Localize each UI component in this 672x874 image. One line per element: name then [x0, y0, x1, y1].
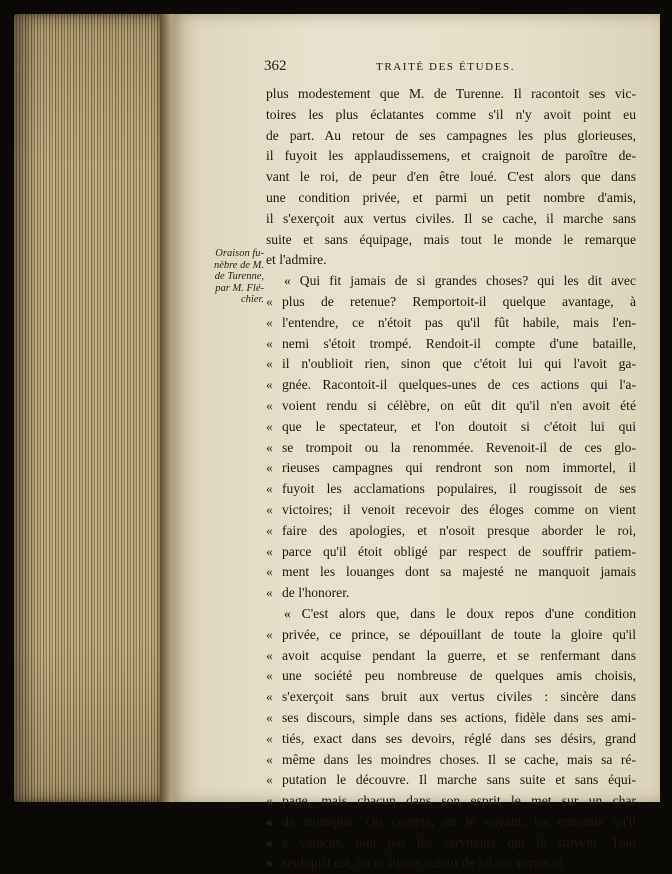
- quote-mark: «: [266, 460, 273, 476]
- text-line-content: plus modestement que M. de Turenne. Il racontoit ses vic-: [266, 86, 636, 101]
- text-line-content: l'entendre, ce n'étoit pas qu'il fût habile, mais l'en-: [282, 314, 636, 330]
- margin-note-line: par M. Flé-: [215, 282, 264, 294]
- margin-note-line: chier.: [240, 294, 264, 305]
- text-line-content: ment les louanges dont sa majesté ne manquoit jamais: [282, 564, 636, 580]
- text-line-content: avoit acquise pendant la guerre, et se renfermant dans: [282, 647, 636, 663]
- quote-mark: «: [266, 356, 273, 372]
- text-line: [266, 105, 636, 126]
- quote-mark: «: [266, 793, 273, 809]
- running-title: TRAITÉ DES ÉTUDES.: [376, 61, 516, 73]
- text-line: [266, 458, 636, 479]
- quote-mark: «: [266, 314, 273, 330]
- margin-note: [196, 248, 264, 306]
- text-line: [266, 750, 636, 771]
- quote-mark: «: [266, 439, 273, 455]
- text-line-content: nemi s'étoit trompé. Rendoit-il compte d'une bataille,: [282, 335, 636, 351]
- text-line: [266, 853, 636, 874]
- text-line-content: seul qu'il est, on se figure autour de lui ses vertus et: [282, 855, 563, 871]
- quote-mark: «: [266, 377, 273, 393]
- text-line: [266, 666, 636, 687]
- quote-mark: «: [266, 689, 273, 705]
- text-line-content: et l'admire.: [266, 252, 327, 268]
- text-line: [266, 167, 636, 188]
- text-line: [266, 833, 636, 854]
- quote-mark: «: [266, 335, 273, 351]
- quote-mark: «: [266, 293, 273, 309]
- text-line: [266, 625, 636, 646]
- text-line: [266, 604, 636, 625]
- text-line: [266, 812, 636, 833]
- text-line: [266, 438, 636, 459]
- text-line: [266, 334, 636, 355]
- text-line-content: victoires; il venoit recevoir des éloges comme on vient: [282, 501, 636, 517]
- text-line: [266, 188, 636, 209]
- page-body-text: [266, 84, 636, 874]
- text-line-content: faire des apologies, et n'osoit presque aborder le roi,: [282, 522, 636, 538]
- text-line: [266, 313, 636, 334]
- text-line: [266, 770, 636, 791]
- text-line-content: voient rendu si célèbre, on eût dit qu'il n'en avoit été: [282, 397, 636, 413]
- quote-mark: «: [266, 418, 273, 434]
- text-line: [266, 521, 636, 542]
- quote-mark: «: [266, 585, 273, 601]
- quote-mark: «: [266, 751, 273, 767]
- text-line: [266, 646, 636, 667]
- scan-border: [660, 8, 672, 812]
- quote-mark: «: [266, 668, 273, 684]
- text-line: [266, 417, 636, 438]
- text-line-content: une condition privée, et parmi un petit nombre d'amis,: [266, 189, 636, 205]
- text-line-content: suite et sans équipage, mais tout le monde le remarque: [266, 231, 636, 247]
- quote-mark: «: [266, 647, 273, 663]
- quote-mark: «: [266, 626, 273, 642]
- quote-mark: «: [266, 834, 273, 850]
- text-line-content: putation le découvre. Il marche sans suite et sans équi-: [282, 772, 636, 788]
- text-line: [266, 271, 636, 292]
- text-line-content: même dans les moindres choses. Il se cache, mais sa ré-: [282, 751, 636, 767]
- margin-note-line: de Turenne,: [214, 271, 264, 282]
- quote-mark: «: [266, 522, 273, 538]
- running-head: [264, 58, 624, 80]
- quote-mark: «: [266, 481, 273, 497]
- text-line-content: de l'honorer.: [282, 585, 350, 601]
- text-line-content: a vaincus, non pas les serviteurs qui le suivent. Tout: [282, 834, 636, 850]
- quote-mark: «: [266, 397, 273, 413]
- text-line: [266, 583, 636, 604]
- text-line-content: gnée. Racontoit-il quelques-unes de ces actions qui l'a-: [282, 377, 636, 393]
- text-line: [266, 542, 636, 563]
- text-line-content: « C'est alors que, dans le doux repos d'une condition: [284, 605, 636, 621]
- page-block-edges: [14, 14, 164, 802]
- quote-mark: «: [266, 813, 273, 829]
- text-line: [266, 791, 636, 812]
- text-line: [266, 354, 636, 375]
- page-number: 362: [264, 58, 287, 74]
- text-line-content: de part. Au retour de ses campagnes les plus glorieuses,: [266, 127, 636, 143]
- text-line-content: s'exerçoit sans bruit aux vertus civiles : sincère dans: [282, 689, 636, 705]
- text-line-content: tiés, exact dans ses devoirs, réglé dans ses désirs, grand: [282, 730, 636, 746]
- text-line: [266, 126, 636, 147]
- text-line-content: toires les plus éclatantes comme s'il n'y avoit point eu: [266, 106, 636, 122]
- text-line: [266, 230, 636, 251]
- text-line-content: plus de retenue? Remportoit-il quelque avantage, à: [282, 293, 636, 309]
- text-line-content: page, mais chacun dans son esprit le met sur un char: [282, 793, 636, 809]
- text-line: [266, 479, 636, 500]
- text-line-content: fuyoit les acclamations populaires, il rougissoit de ses: [282, 481, 636, 497]
- quote-mark: «: [266, 501, 273, 517]
- quote-mark: «: [266, 564, 273, 580]
- text-line-content: ses discours, simple dans ses actions, fidèle dans ses ami-: [282, 709, 636, 725]
- text-line: [266, 146, 636, 167]
- text-line-content: de triomphe. On compte, en le voyant, les ennemis qu'il: [282, 813, 636, 829]
- text-line-content: vant le roi, de peur d'en être loué. C'est alors que dans: [266, 169, 636, 185]
- quote-mark: «: [266, 709, 273, 725]
- text-line-content: que le spectateur, et l'on doutoit si c'étoit lui qui: [282, 418, 636, 434]
- text-line: [266, 687, 636, 708]
- text-line: [266, 396, 636, 417]
- quote-mark: «: [266, 543, 273, 559]
- text-line-content: privée, ce prince, se dépouillant de toute la gloire qu'il: [282, 626, 636, 642]
- text-line-content: une société peu nombreuse de quelques amis choisis,: [282, 668, 636, 684]
- quote-mark: «: [266, 730, 273, 746]
- text-line: [266, 84, 636, 105]
- printed-page: [172, 14, 660, 871]
- text-line: [266, 729, 636, 750]
- text-line-content: il s'exerçoit aux vertus civiles. Il se cache, il marche sans: [266, 210, 636, 226]
- text-line-content: rieuses campagnes qui rendront son nom immortel, il: [282, 460, 636, 476]
- text-line: [266, 500, 636, 521]
- text-line-content: il n'oublioit rien, sinon que c'étoit lui qui l'avoit ga-: [282, 356, 636, 372]
- margin-note-line: nèbre de M.: [213, 259, 264, 271]
- text-line-content: « Qui fit jamais de si grandes choses? qui les dit avec: [284, 273, 636, 289]
- quote-mark: «: [266, 855, 273, 871]
- quote-mark: «: [266, 772, 273, 788]
- text-line-content: il fuyoit les applaudissemens, et craignoit de paroître de-: [266, 148, 636, 164]
- text-line: [266, 708, 636, 729]
- text-line: [266, 292, 636, 313]
- text-line: [266, 375, 636, 396]
- margin-note-line: Oraison fu-: [215, 248, 264, 259]
- text-line: [266, 209, 636, 230]
- text-line: [266, 250, 636, 271]
- text-line-content: parce qu'il étoit obligé par respect de souffrir patiem-: [282, 543, 636, 559]
- text-line: [266, 562, 636, 583]
- text-line-content: se trompoit ou la renommée. Revenoit-il de ces glo-: [282, 439, 636, 455]
